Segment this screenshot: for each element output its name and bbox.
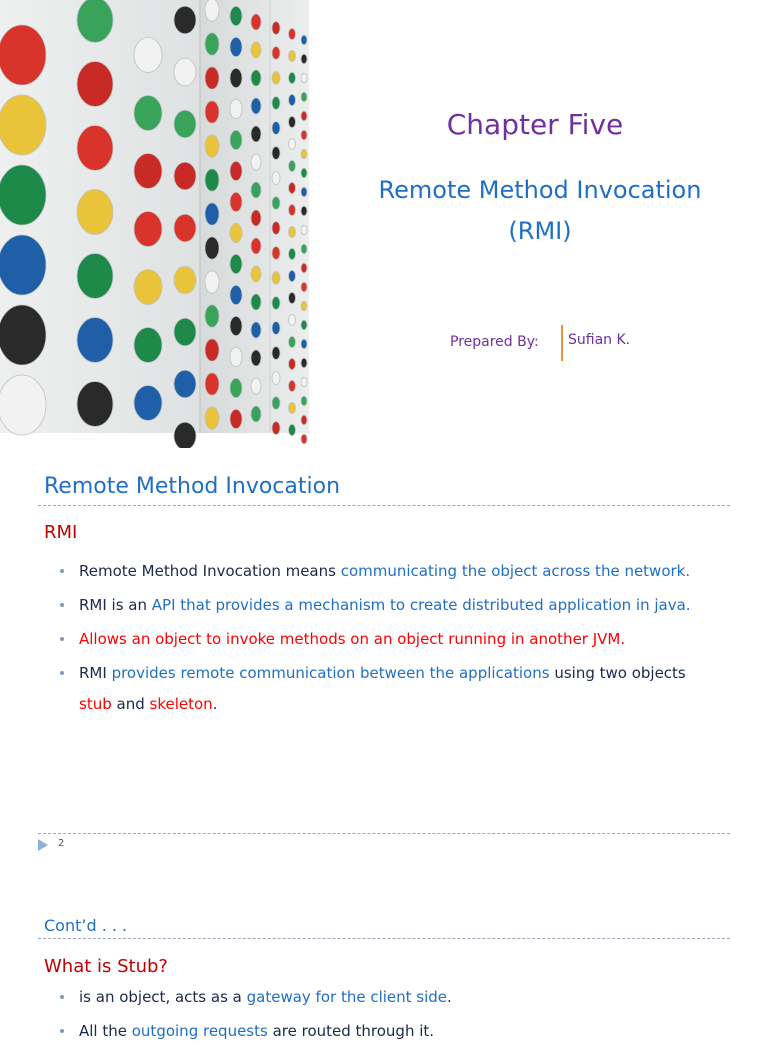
bullet-item bbox=[60, 1016, 720, 1047]
wall-hole bbox=[251, 42, 261, 58]
wall-hole bbox=[205, 305, 219, 327]
bullet-text-segment: stub bbox=[79, 695, 112, 713]
wall-hole bbox=[301, 434, 307, 444]
wall-hole bbox=[174, 58, 196, 86]
wall-hole bbox=[251, 350, 261, 366]
title-slide bbox=[0, 0, 768, 433]
wall-hole bbox=[289, 72, 296, 83]
bullet-dot-icon bbox=[60, 995, 64, 999]
presentation-subtitle bbox=[320, 170, 760, 252]
bullet-dot-icon bbox=[60, 1029, 64, 1033]
wall-hole bbox=[174, 110, 196, 138]
bullet-text-segment: are routed through it. bbox=[267, 1022, 435, 1040]
wall-hole bbox=[301, 73, 307, 83]
wall-hole bbox=[134, 386, 162, 421]
bullet-list bbox=[60, 556, 720, 723]
wall-hole bbox=[301, 35, 307, 45]
wall-hole bbox=[301, 396, 307, 406]
wall-hole bbox=[174, 162, 196, 190]
wall-hole bbox=[251, 182, 261, 198]
wall-hole bbox=[301, 339, 307, 349]
wall-hole bbox=[134, 212, 162, 247]
wall-hole bbox=[289, 424, 296, 435]
wall-hole bbox=[230, 192, 242, 211]
wall-hole bbox=[134, 38, 162, 73]
play-arrow-icon bbox=[38, 839, 48, 851]
wall-hole bbox=[272, 147, 280, 160]
page-number: 2 bbox=[58, 838, 65, 849]
wall-hole bbox=[0, 25, 46, 85]
wall-hole bbox=[301, 282, 307, 292]
bullet-item bbox=[60, 982, 720, 1013]
wall-hole bbox=[205, 407, 219, 429]
wall-hole bbox=[230, 99, 242, 118]
wall-hole bbox=[77, 254, 113, 299]
bullet-text-segment: RMI is an bbox=[79, 596, 152, 614]
slide-title: Cont’d . . . bbox=[44, 916, 128, 935]
wall-hole bbox=[289, 336, 296, 347]
wall-hole bbox=[134, 96, 162, 131]
wall-hole bbox=[230, 347, 242, 366]
wall-hole bbox=[251, 70, 261, 86]
bullet-list bbox=[60, 982, 720, 1050]
wall-hole bbox=[174, 370, 196, 398]
wall-hole bbox=[272, 422, 280, 435]
bullet-text-segment: All the bbox=[79, 1022, 132, 1040]
wall-hole bbox=[77, 62, 113, 107]
wall-hole bbox=[272, 322, 280, 335]
wall-hole bbox=[0, 165, 46, 225]
title-divider bbox=[38, 505, 730, 506]
wall-hole bbox=[230, 316, 242, 335]
wall-hole bbox=[174, 266, 196, 294]
perforated-wall-photo bbox=[0, 0, 309, 433]
wall-hole bbox=[251, 294, 261, 310]
bullet-text-segment: using two objects bbox=[549, 664, 686, 682]
wall-hole bbox=[301, 187, 307, 197]
wall-hole bbox=[0, 375, 46, 435]
wall-hole bbox=[205, 271, 219, 293]
wall-hole bbox=[134, 270, 162, 305]
wall-hole bbox=[230, 6, 242, 25]
wall-hole bbox=[301, 225, 307, 235]
section-heading: RMI bbox=[44, 522, 78, 543]
wall-hole bbox=[272, 97, 280, 110]
wall-hole bbox=[289, 50, 296, 61]
wall-hole bbox=[301, 244, 307, 254]
prepared-by-label: Prepared By: bbox=[450, 334, 539, 350]
wall-hole bbox=[205, 67, 219, 89]
chapter-title: Chapter Five bbox=[446, 108, 624, 141]
wall-hole bbox=[301, 358, 307, 368]
wall-hole bbox=[272, 247, 280, 260]
wall-hole bbox=[251, 14, 261, 30]
wall-hole bbox=[289, 314, 296, 325]
bullet-text-segment: . bbox=[212, 695, 218, 713]
wall-hole bbox=[174, 422, 196, 450]
wall-hole bbox=[289, 94, 296, 105]
wall-hole bbox=[301, 415, 307, 425]
wall-hole bbox=[272, 22, 280, 35]
bullet-dot-icon bbox=[60, 637, 64, 641]
wall-hole bbox=[272, 172, 280, 185]
wall-hole bbox=[174, 318, 196, 346]
wall-hole bbox=[251, 406, 261, 422]
wall-hole bbox=[251, 378, 261, 394]
bullet-text-segment: gateway for the client side bbox=[246, 988, 448, 1006]
bullet-item bbox=[60, 624, 720, 655]
section-heading: What is Stub? bbox=[44, 956, 168, 977]
wall-hole bbox=[272, 47, 280, 60]
wall-hole bbox=[230, 285, 242, 304]
wall-hole bbox=[289, 380, 296, 391]
wall-hole bbox=[205, 373, 219, 395]
subtitle-line-2: (RMI) bbox=[508, 217, 572, 245]
wall-hole bbox=[301, 301, 307, 311]
stub-slide bbox=[0, 880, 768, 1040]
wall-hole bbox=[301, 168, 307, 178]
bullet-text-segment: and bbox=[111, 695, 150, 713]
wall-hole bbox=[0, 235, 46, 295]
wall-hole bbox=[205, 237, 219, 259]
wall-hole bbox=[205, 135, 219, 157]
wall-hole bbox=[205, 101, 219, 123]
wall-hole bbox=[251, 210, 261, 226]
bullet-text-segment: . bbox=[447, 988, 452, 1006]
wall-hole bbox=[289, 28, 296, 39]
wall-hole bbox=[272, 222, 280, 235]
subtitle-line-1: Remote Method Invocation bbox=[378, 176, 702, 204]
bullet-text-segment: API that provides a mechanism to create distributed application in java. bbox=[151, 596, 691, 614]
wall-hole bbox=[301, 111, 307, 121]
wall-hole bbox=[272, 272, 280, 285]
wall-hole bbox=[301, 377, 307, 387]
wall-hole bbox=[205, 0, 219, 21]
wall-hole bbox=[272, 72, 280, 85]
wall-hole bbox=[205, 33, 219, 55]
bullet-item bbox=[60, 556, 720, 587]
wall-hole bbox=[205, 339, 219, 361]
wall-hole bbox=[289, 116, 296, 127]
wall-hole bbox=[230, 223, 242, 242]
wall-hole bbox=[301, 320, 307, 330]
bullet-text-segment: RMI bbox=[79, 664, 112, 682]
wall-hole bbox=[301, 130, 307, 140]
wall-hole bbox=[289, 182, 296, 193]
wall-hole bbox=[0, 95, 46, 155]
wall-hole bbox=[272, 372, 280, 385]
slide-title: Remote Method Invocation bbox=[44, 474, 341, 499]
wall-hole bbox=[230, 409, 242, 428]
wall-hole bbox=[251, 322, 261, 338]
wall-hole bbox=[77, 0, 113, 43]
wall-hole bbox=[289, 248, 296, 259]
wall-hole bbox=[77, 126, 113, 171]
footer-divider bbox=[38, 833, 730, 834]
wall-hole bbox=[230, 254, 242, 273]
author-divider bbox=[561, 325, 563, 361]
wall-hole bbox=[230, 130, 242, 149]
wall-hole bbox=[289, 402, 296, 413]
wall-hole bbox=[301, 54, 307, 64]
wall-hole bbox=[289, 204, 296, 215]
wall-hole bbox=[230, 37, 242, 56]
title-divider bbox=[38, 938, 730, 939]
wall-hole bbox=[251, 126, 261, 142]
bullet-text-segment: outgoing requests bbox=[131, 1022, 268, 1040]
wall-hole bbox=[289, 138, 296, 149]
bullet-text-segment: provides remote communication between the applications bbox=[111, 664, 550, 682]
wall-hole bbox=[289, 292, 296, 303]
wall-hole bbox=[230, 378, 242, 397]
bullet-dot-icon bbox=[60, 671, 64, 675]
bullet-item bbox=[60, 590, 720, 621]
bullet-dot-icon bbox=[60, 569, 64, 573]
author-name: Sufian K. bbox=[568, 332, 631, 348]
wall-hole bbox=[174, 214, 196, 242]
wall-hole bbox=[272, 197, 280, 210]
wall-hole bbox=[205, 169, 219, 191]
wall-hole bbox=[174, 6, 196, 34]
wall-hole bbox=[301, 206, 307, 216]
bullet-text-segment: Remote Method Invocation means bbox=[79, 562, 341, 580]
bullet-dot-icon bbox=[60, 603, 64, 607]
wall-hole bbox=[251, 238, 261, 254]
title-block bbox=[320, 0, 768, 433]
wall-hole bbox=[272, 347, 280, 360]
wall-hole bbox=[289, 160, 296, 171]
wall-hole bbox=[289, 358, 296, 369]
wall-hole bbox=[77, 318, 113, 363]
bullet-text-segment: Allows an object to invoke methods on an object running in another JVM. bbox=[79, 630, 626, 648]
wall-hole bbox=[301, 92, 307, 102]
wall-hole bbox=[134, 328, 162, 363]
bullet-text-segment: communicating the object across the network. bbox=[340, 562, 691, 580]
wall-hole bbox=[251, 266, 261, 282]
wall-hole bbox=[77, 382, 113, 427]
wall-hole bbox=[205, 203, 219, 225]
rmi-definition-slide bbox=[0, 448, 768, 860]
wall-hole bbox=[301, 263, 307, 273]
wall-hole bbox=[134, 154, 162, 189]
wall-hole bbox=[289, 270, 296, 281]
bullet-text-segment: skeleton bbox=[149, 695, 213, 713]
wall-hole bbox=[251, 154, 261, 170]
wall-hole bbox=[289, 226, 296, 237]
wall-hole bbox=[272, 122, 280, 135]
wall-hole bbox=[77, 190, 113, 235]
wall-hole bbox=[230, 161, 242, 180]
wall-hole bbox=[251, 98, 261, 114]
wall-hole bbox=[272, 397, 280, 410]
wall-hole bbox=[0, 305, 46, 365]
bullet-text-segment: is an object, acts as a bbox=[79, 988, 247, 1006]
wall-hole bbox=[230, 68, 242, 87]
bullet-item bbox=[60, 658, 720, 720]
wall-hole bbox=[272, 297, 280, 310]
wall-hole bbox=[301, 149, 307, 159]
